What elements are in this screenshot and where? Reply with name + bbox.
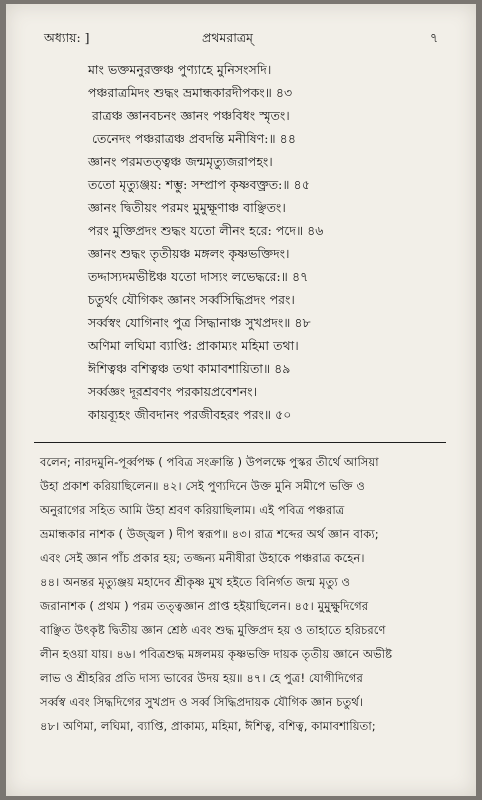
commentary-line: ৪৪। অনন্তর মৃত্যুঞ্জয় মহাদেব শ্রীকৃষ্ণ মুখ হইতে বিনির্গত জন্ম মৃত্যু ও bbox=[40, 575, 351, 589]
commentary-line: লাভ ও শ্রীহরির প্রতি দাস্য ভাবের উদয় হয়॥ ৪৭। হে পুত্র! যোগীদিগের bbox=[40, 671, 363, 685]
verse-line: ততো মৃত্যুঞ্জয়: শম্ভু: সম্প্রাপ কৃষ্ণবক্ত্রত:॥ ৪৫ bbox=[88, 177, 310, 192]
verse-line: চতুর্থং যৌগিকং জ্ঞানং সর্ব্বসিদ্ধিপ্রদং পরং। bbox=[88, 292, 295, 307]
commentary-line: অনুরাগের সহিত আমি উহা শ্রবণ করিয়াছিলাম। এই পবিত্র পঞ্চরাত্র bbox=[40, 503, 345, 517]
commentary-line: বলেন; নারদমুনি-পূর্ব্বপক্ষ ( পবিত্র সংক্রান্তি ) উপলক্ষে পুস্কর তীর্থে আসিয়া bbox=[40, 455, 379, 469]
verse-line: অণিমা লঘিমা ব্যাপ্তি: প্রাকাম্যং মহিমা তথা। bbox=[88, 338, 299, 353]
verse-line: সর্ব্বজ্ঞং দূরশ্রবণং পরকায়প্রবেশনং। bbox=[88, 384, 258, 399]
verse-line: জ্ঞানং শুদ্ধং তৃতীয়ঞ্চ মঙ্গলং কৃষ্ণভক্তিদং। bbox=[88, 246, 290, 261]
verse-line: জ্ঞানং পরমতত্ত্বঞ্চ জন্মমৃত্যুজরাপহং। bbox=[88, 154, 273, 169]
verse-line: তদ্দাস্যদমভীষ্টঞ্চ যতো দাস্যং লভেদ্ধরে:॥ ৪৭ bbox=[88, 269, 309, 284]
commentary-line: জরানাশক ( প্রথম ) পরম তত্ত্বজ্ঞান প্রাপ্ত হইয়াছিলেন। ৪৫। মুমুক্ষুদিগের bbox=[40, 599, 369, 613]
section-divider bbox=[34, 442, 446, 443]
commentary-line: বাঞ্ছিত উৎকৃষ্ট দ্বিতীয় জ্ঞান শ্রেষ্ঠ এবং শুদ্ধ মুক্তিপ্রদ হয় ও তাহাতে হরিচরণে bbox=[40, 623, 386, 637]
commentary-line: সর্ব্বস্ব এবং সিদ্ধদিগের সুখপ্রদ ও সর্ব্ব সিদ্ধিপ্রদায়ক যৌগিক জ্ঞান চতুর্থ। bbox=[40, 695, 364, 709]
commentary-line: ভ্রমান্ধকার নাশক ( উজ্জ্বল ) দীপ স্বরূপ॥ ৪৩। রাত্র শব্দের অর্থ জ্ঞান বাক্য; bbox=[40, 527, 379, 541]
commentary-line: ৪৮। অণিমা, লঘিমা, ব্যাপ্তি, প্রাকাম্য, মহিমা, ঈশিত্ব, বশিত্ব, কামাবশায়িতা; bbox=[40, 719, 376, 733]
verse-line: পরং মুক্তিপ্রদং শুদ্ধং যতো লীনং হরে: পদে॥ ৪৬ bbox=[88, 223, 324, 238]
verse-line: জ্ঞানং দ্বিতীয়ং পরমং মুমুক্ষূণাঞ্চ বাঞ্ছিতং। bbox=[88, 200, 286, 215]
page-title: প্রথমরাত্রম্ bbox=[202, 30, 253, 45]
page-number: ৭ bbox=[430, 30, 439, 45]
chapter-label: অধ্যায়: ] bbox=[44, 30, 90, 45]
verse-line: পঞ্চরাত্রমিদং শুদ্ধং ভ্রমান্ধকারদীপকং॥ ৪৩ bbox=[88, 85, 293, 100]
verse-line: সর্ব্বস্বং যোগিনাং পুত্র সিদ্ধানাঞ্চ সুখপ্রদং॥ ৪৮ bbox=[88, 315, 311, 330]
book-page bbox=[6, 4, 476, 796]
verse-line: রাত্রঞ্চ জ্ঞানবচনং জ্ঞানং পঞ্চবিধং স্মৃতং। bbox=[92, 108, 290, 123]
page-header bbox=[6, 30, 476, 48]
commentary-line: উহা প্রকাশ করিয়াছিলেন॥ ৪২। সেই পুণ্যদিনে উক্ত মুনি সমীপে ভক্তি ও bbox=[40, 479, 365, 493]
verse-line: ঈশিত্বঞ্চ বশিত্বঞ্চ তথা কামাবশায়িতা॥ ৪৯ bbox=[88, 361, 291, 376]
verse-line: তেনেদং পঞ্চরাত্রঞ্চ প্রবদন্তি মনীষিণ:॥ ৪৪ bbox=[92, 131, 296, 146]
commentary-line: এবং সেই জ্ঞান পাঁচ প্রকার হয়; তজ্জন্য মনীষীরা উহাকে পঞ্চরাত্র কহেন। bbox=[40, 551, 365, 565]
verse-line: কায়ব্যূহং জীবদানং পরজীবহরং পরং॥ ৫০ bbox=[88, 407, 292, 422]
commentary-line: লীন হওয়া যায়। ৪৬। পবিত্রশুদ্ধ মঙ্গলময় কৃষ্ণভক্তি দায়ক তৃতীয় জ্ঞানে অভীষ্ট bbox=[40, 647, 393, 661]
verse-line: মাং ভক্তমনুরক্তঞ্চ পুণ্যাহে মুনিসংসদি। bbox=[88, 62, 272, 77]
